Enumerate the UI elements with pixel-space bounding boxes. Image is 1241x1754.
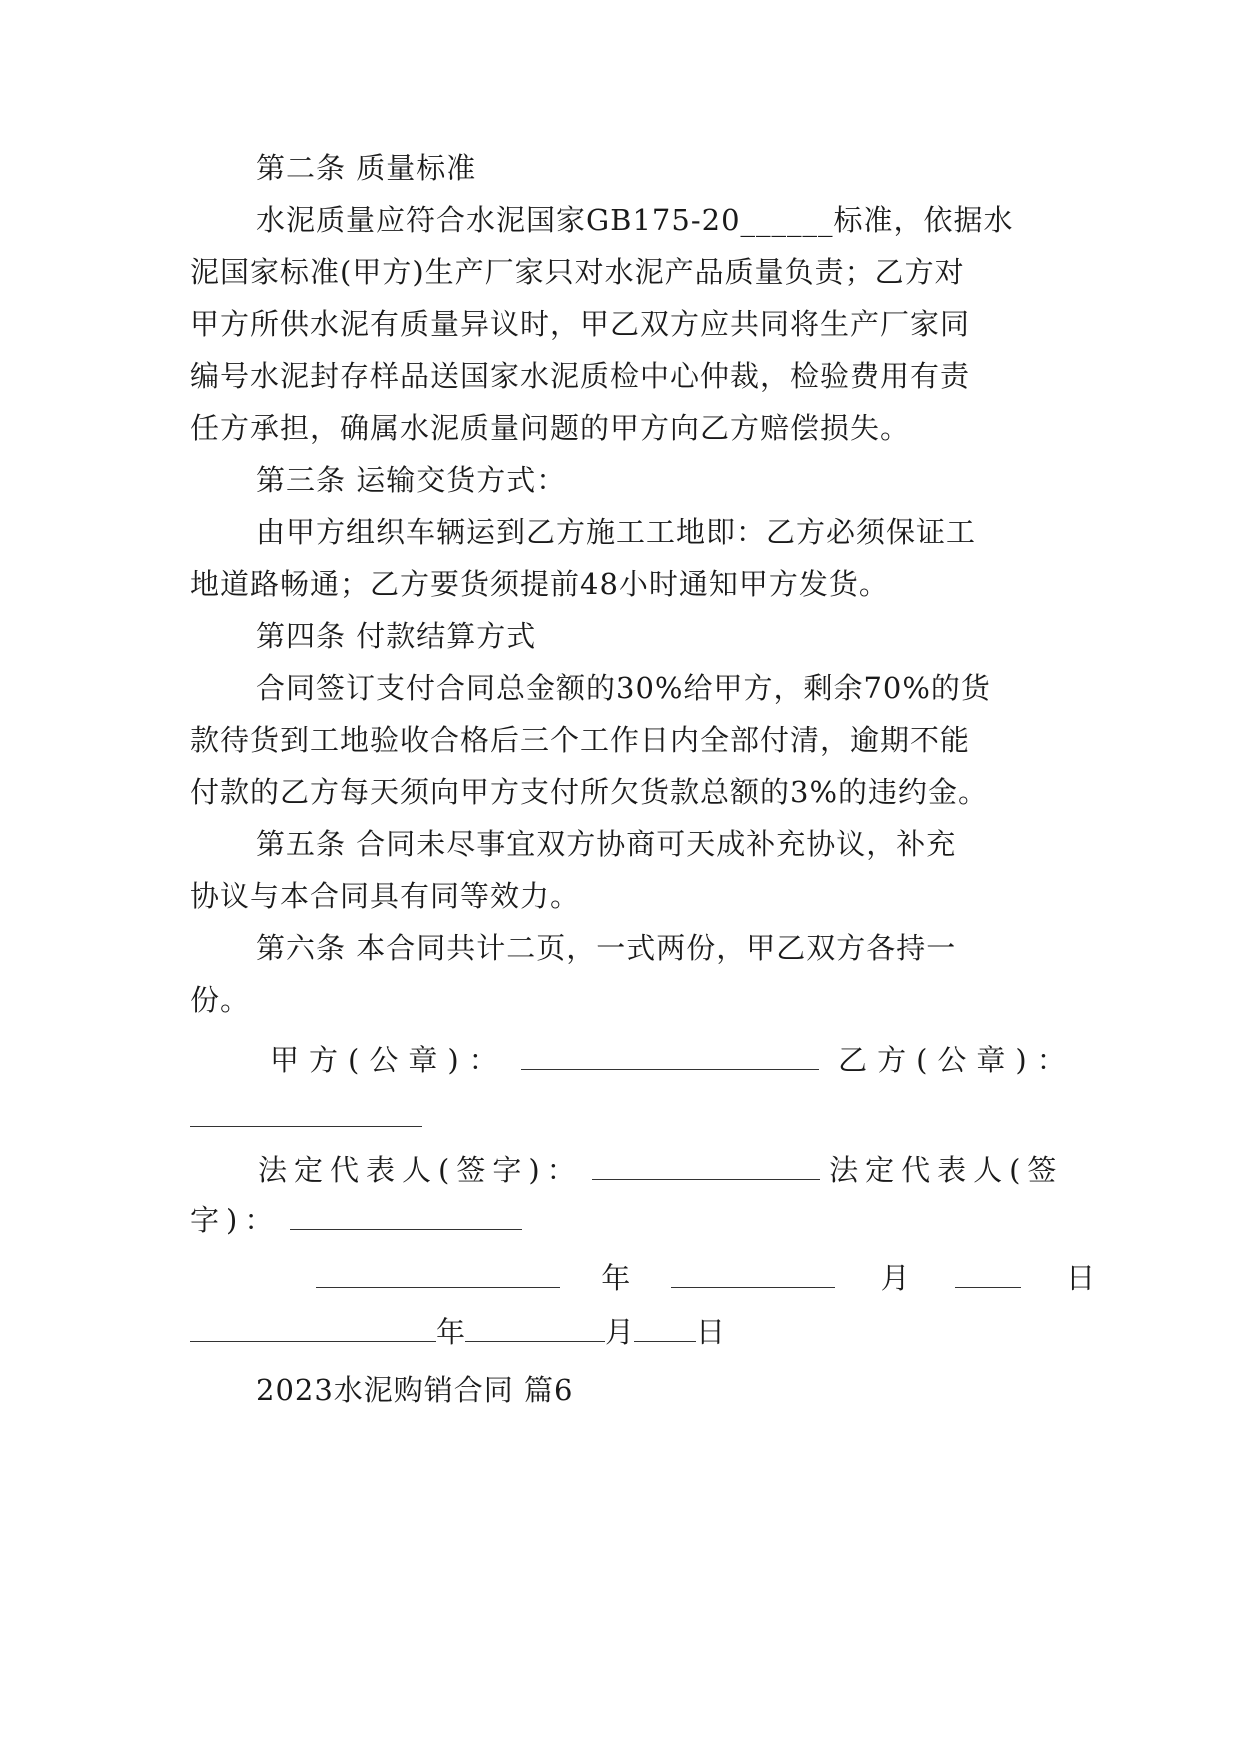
article-2-line-2: 泥国家标准(甲方)生产厂家只对水泥产品质量负责；乙方对	[190, 255, 965, 289]
date-a-year-label: 年	[601, 1261, 631, 1295]
date-b-year-blank[interactable]	[190, 1313, 436, 1342]
rep-a-label: 法定代表人(签字)：	[258, 1153, 583, 1187]
legal-rep-row-cont	[190, 1200, 1060, 1240]
date-a-month-label: 月	[880, 1261, 910, 1295]
article-4-line-3: 付款的乙方每天须向甲方支付所欠货款总额的3%的违约金。	[190, 775, 989, 809]
article-5-line-1: 第五条 合同未尽事宜双方协商可天成补充协议，补充	[256, 827, 957, 861]
date-b-day-label: 日	[696, 1315, 726, 1349]
article-2-line-3: 甲方所供水泥有质量异议时，甲乙双方应共同将生产厂家同	[190, 307, 971, 341]
date-a-year-blank[interactable]	[316, 1259, 560, 1288]
date-b-month-blank[interactable]	[465, 1313, 605, 1342]
article-2-line-5: 任方承担，确属水泥质量问题的甲方向乙方赔偿损失。	[190, 411, 911, 445]
date-a-day-blank[interactable]	[955, 1259, 1021, 1288]
article-4-line-2: 款待货到工地验收合格后三个工作日内全部付清，逾期不能	[190, 723, 971, 757]
party-b-seal-blank[interactable]	[190, 1126, 422, 1127]
article-3-line-1: 由甲方组织车辆运到乙方施工工地即：乙方必须保证工	[256, 515, 977, 549]
date-row-a	[316, 1258, 1186, 1298]
date-a-day-label: 日	[1066, 1261, 1096, 1295]
date-b-year-label: 年	[436, 1315, 466, 1349]
article-5-line-2: 协议与本合同具有同等效力。	[190, 879, 581, 913]
article-4-heading: 第四条 付款结算方式	[256, 619, 537, 653]
party-b-seal-label: 乙方(公章)：	[838, 1043, 1076, 1077]
article-3-heading: 第三条 运输交货方式：	[256, 463, 567, 497]
article-2-heading: 第二条 质量标准	[256, 151, 477, 185]
article-2-line-1: 水泥质量应符合水泥国家GB175-20______标准，依据水	[256, 203, 1014, 237]
next-section-title: 2023水泥购销合同 篇6	[256, 1373, 574, 1407]
date-b-day-blank[interactable]	[634, 1313, 696, 1342]
article-4-line-1: 合同签订支付合同总金额的30%给甲方，剩余70%的货	[256, 671, 991, 705]
date-row-b	[190, 1312, 1060, 1352]
article-6-line-2: 份。	[190, 983, 251, 1017]
date-a-month-blank[interactable]	[671, 1259, 835, 1288]
rep-b-label-part2: 字)：	[190, 1203, 281, 1237]
article-3-line-2: 地道路畅通；乙方要货须提前48小时通知甲方发货。	[190, 567, 889, 601]
rep-b-blank[interactable]	[290, 1201, 522, 1230]
article-6-line-1: 第六条 本合同共计二页，一式两份，甲乙双方各持一	[256, 931, 957, 965]
article-2-line-4: 编号水泥封存样品送国家水泥质检中心仲裁，检验费用有责	[190, 359, 971, 393]
party-a-seal-label: 甲方(公章)：	[270, 1043, 508, 1077]
rep-a-blank[interactable]	[592, 1151, 820, 1180]
party-a-seal-blank[interactable]	[521, 1041, 819, 1070]
date-b-month-label: 月	[605, 1315, 635, 1349]
party-seal-row	[270, 1040, 1140, 1080]
rep-b-label-part1: 法定代表人(签	[829, 1153, 1064, 1187]
legal-rep-row	[258, 1150, 1128, 1190]
